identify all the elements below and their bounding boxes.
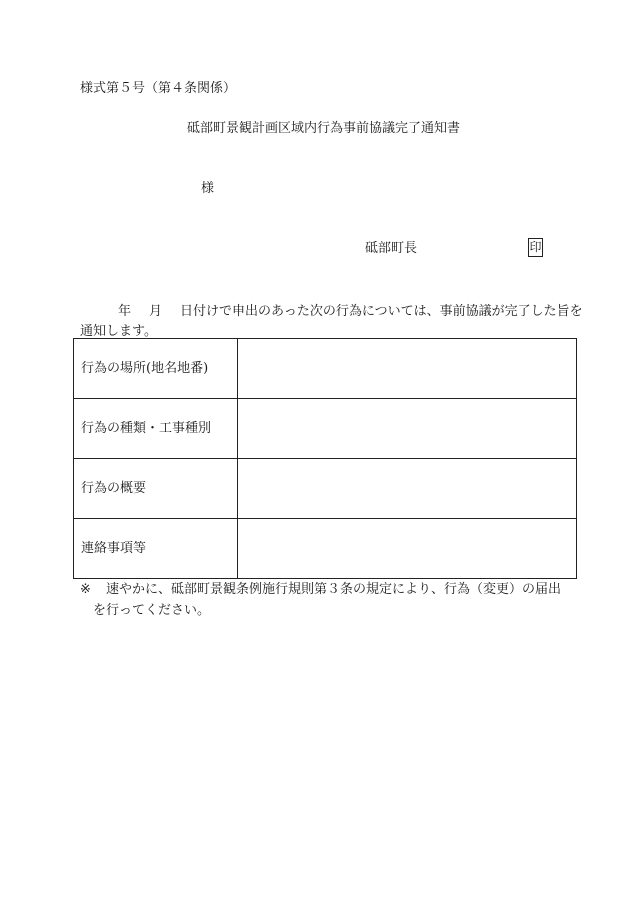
body-text: 日付けで申出のあった次の行為については、事前協議が完了した旨を通知します。 <box>80 304 583 339</box>
note-line-2: を行ってください。 <box>93 603 211 618</box>
seal-mark: 印 <box>528 238 543 257</box>
row-value-location[interactable] <box>238 339 577 399</box>
row-label-contact: 連絡事項等 <box>74 519 238 579</box>
action-info-table <box>73 338 577 579</box>
table-row <box>74 519 577 579</box>
table-row <box>74 339 577 399</box>
body-year-label: 年 <box>118 304 132 319</box>
table-row <box>74 399 577 459</box>
body-month-label: 月 <box>149 304 163 319</box>
body-paragraph <box>80 302 585 342</box>
footnote <box>80 579 585 621</box>
table-row <box>74 459 577 519</box>
row-value-type[interactable] <box>238 399 577 459</box>
row-value-contact[interactable] <box>238 519 577 579</box>
row-label-location: 行為の場所(地名地番) <box>74 339 238 399</box>
document-title: 砥部町景観計画区域内行為事前協議完了通知書 <box>187 121 461 136</box>
row-value-summary[interactable] <box>238 459 577 519</box>
addressee-honorific: 様 <box>201 181 215 196</box>
row-label-type: 行為の種類・工事種別 <box>74 399 238 459</box>
note-line-1: 速やかに、砥部町景観条例施行規則第３条の規定により、行為（変更）の届出 <box>106 582 562 597</box>
sender-title: 砥部町長 <box>365 241 418 256</box>
form-number: 様式第５号（第４条関係） <box>80 81 237 96</box>
note-mark: ※ <box>80 582 91 597</box>
row-label-summary: 行為の概要 <box>74 459 238 519</box>
